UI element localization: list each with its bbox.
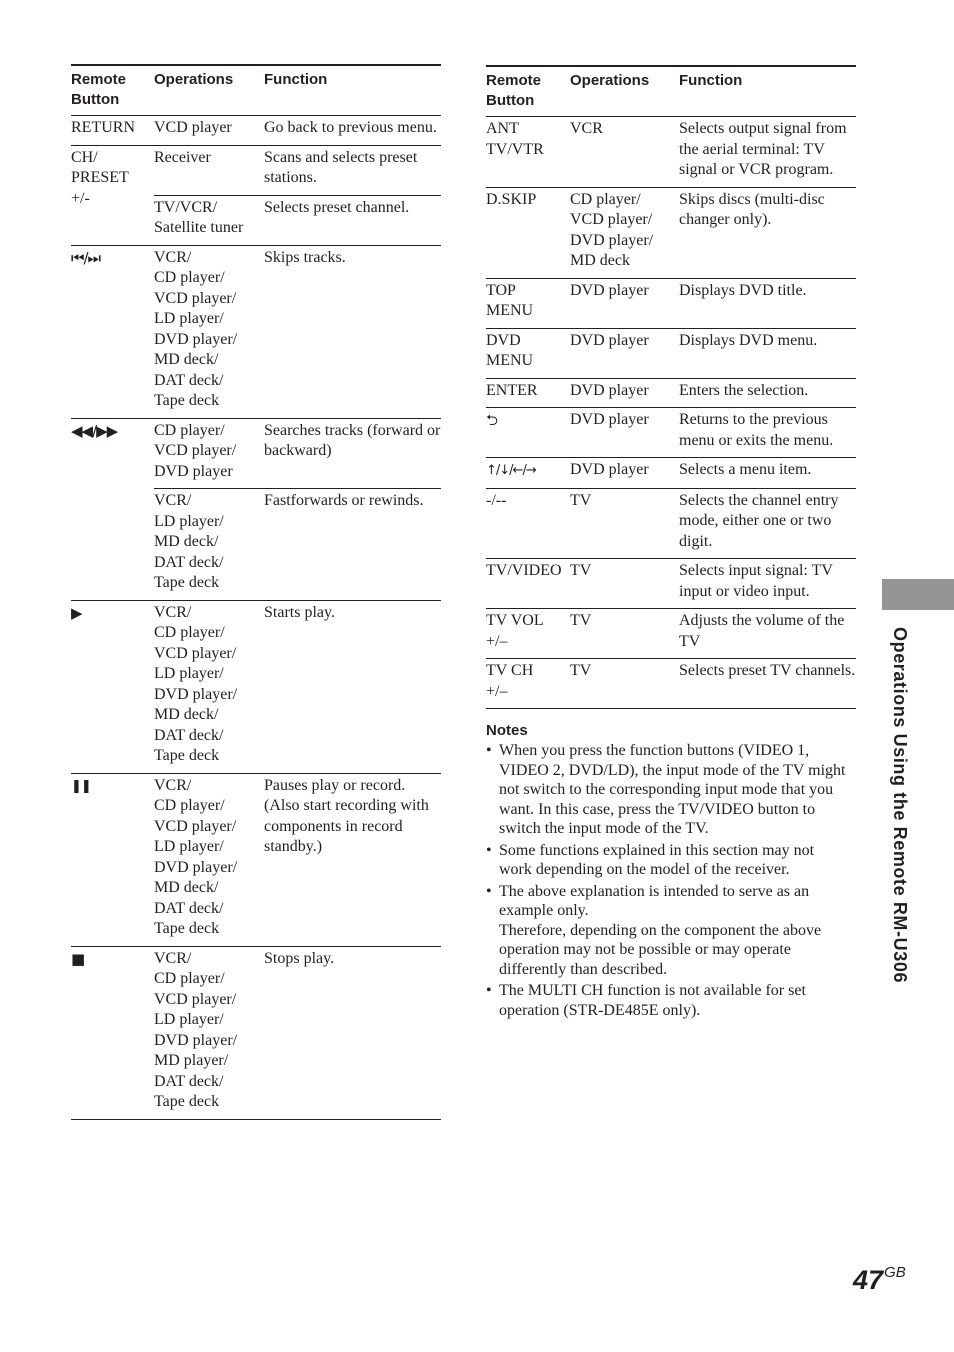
row-button xyxy=(486,458,570,489)
row-operations: TV xyxy=(570,559,679,609)
row-function: Selects preset TV channels. xyxy=(679,659,856,709)
row-function: Pauses play or record. (Also start recording with components in record standby.) xyxy=(264,773,441,946)
note-text-continued: Therefore, depending on the component the above operation may not be possible or may operate differently than described. xyxy=(499,921,822,978)
row-operations: VCR/ CD player/ VCD player/ LD player/ DVD player/ MD player/ DAT deck/ Tape deck xyxy=(154,946,264,1119)
row-function: Selects the channel entry mode, either one or two digit. xyxy=(679,488,856,559)
notes-section xyxy=(486,722,846,1022)
row-button xyxy=(71,245,154,418)
stop-icon: ■ xyxy=(71,949,85,968)
row-operations: VCR xyxy=(570,117,679,188)
table-header-row xyxy=(71,65,441,116)
header-function: Function xyxy=(679,66,856,117)
table-row xyxy=(71,116,441,146)
row-operations: CD player/ VCD player/ DVD player xyxy=(154,418,264,489)
notes-title: Notes xyxy=(486,722,528,739)
note-item xyxy=(486,741,846,839)
row-operations: DVD player xyxy=(570,278,679,328)
row-operations: VCR/ LD player/ MD deck/ DAT deck/ Tape deck xyxy=(154,489,264,601)
pause-icon: ❚❚ xyxy=(71,778,91,794)
row-function: Go back to previous menu. xyxy=(264,116,441,146)
note-item xyxy=(486,882,846,980)
row-button: TV/VIDEO xyxy=(486,559,570,609)
table-header-row xyxy=(486,66,856,117)
row-button: ANT TV/VTR xyxy=(486,117,570,188)
note-text: • The above explanation is intended to serve as an example only. xyxy=(499,882,810,919)
row-button xyxy=(71,946,154,1119)
row-button: D.SKIP xyxy=(486,187,570,278)
row-function: Selects preset channel. xyxy=(264,195,441,245)
row-operations: DVD player xyxy=(570,378,679,408)
row-function: Selects output signal from the aerial terminal: TV signal or VCR program. xyxy=(679,117,856,188)
left-remote-table xyxy=(71,64,441,1120)
table-row xyxy=(71,773,441,946)
row-button: CH/ PRESET +/- xyxy=(71,145,154,245)
right-table-column xyxy=(486,65,856,709)
row-button: RETURN xyxy=(71,116,154,146)
table-row xyxy=(486,187,856,278)
row-function: Stops play. xyxy=(264,946,441,1119)
row-button: TV VOL +/– xyxy=(486,609,570,659)
row-function: Starts play. xyxy=(264,600,441,773)
row-operations: TV xyxy=(570,609,679,659)
row-button xyxy=(71,773,154,946)
right-remote-table xyxy=(486,65,856,709)
skip-prev-next-icon: ⏮/⏭ xyxy=(71,248,101,267)
row-button: ENTER xyxy=(486,378,570,408)
row-function: Displays DVD menu. xyxy=(679,328,856,378)
row-function: Selects a menu item. xyxy=(679,458,856,489)
header-operations: Operations xyxy=(570,66,679,117)
row-operations: DVD player xyxy=(570,328,679,378)
note-text: • The MULTI CH function is not available for set operation (STR-DE485E only). xyxy=(499,982,806,1019)
section-side-label: Operations Using the Remote RM-U306 xyxy=(890,627,910,984)
page-number-suffix: GB xyxy=(884,1264,906,1281)
row-operations: VCR/ CD player/ VCD player/ LD player/ DVD player/ MD deck/ DAT deck/ Tape deck xyxy=(154,773,264,946)
table-row xyxy=(486,408,856,458)
header-remote-button: Remote Button xyxy=(486,66,570,117)
table-row xyxy=(71,418,441,489)
notes-list xyxy=(486,741,846,1020)
rewind-fastforward-icon: ◀◀/▶▶ xyxy=(71,421,118,440)
header-remote-button: Remote Button xyxy=(71,65,154,116)
row-button: DVD MENU xyxy=(486,328,570,378)
row-function: Displays DVD title. xyxy=(679,278,856,328)
table-row xyxy=(486,278,856,328)
row-button: TV CH +/– xyxy=(486,659,570,709)
header-function: Function xyxy=(264,65,441,116)
play-icon: ▶ xyxy=(71,603,82,622)
header-operations: Operations xyxy=(154,65,264,116)
row-function: Adjusts the volume of the TV xyxy=(679,609,856,659)
row-button xyxy=(71,418,154,600)
row-function: Scans and selects preset stations. xyxy=(264,145,441,195)
row-function: Searches tracks (forward or backward) xyxy=(264,418,441,489)
table-row xyxy=(486,559,856,609)
row-operations: Receiver xyxy=(154,145,264,195)
note-item xyxy=(486,981,846,1020)
row-operations: VCR/ CD player/ VCD player/ LD player/ DVD player/ MD deck/ DAT deck/ Tape deck xyxy=(154,600,264,773)
row-function: Returns to the previous menu or exits the menu. xyxy=(679,408,856,458)
table-row xyxy=(71,245,441,418)
row-operations: VCR/ CD player/ VCD player/ LD player/ DVD player/ MD deck/ DAT deck/ Tape deck xyxy=(154,245,264,418)
note-item xyxy=(486,841,846,880)
table-row xyxy=(71,946,441,1119)
table-row xyxy=(486,488,856,559)
row-function: Skips tracks. xyxy=(264,245,441,418)
row-function: Selects input signal: TV input or video input. xyxy=(679,559,856,609)
row-operations: VCD player xyxy=(154,116,264,146)
row-function: Skips discs (multi-disc changer only). xyxy=(679,187,856,278)
row-button xyxy=(71,600,154,773)
row-function: Fastforwards or rewinds. xyxy=(264,489,441,601)
page-number-value: 47 xyxy=(853,1265,884,1295)
section-tab-marker xyxy=(882,579,954,610)
table-row xyxy=(486,378,856,408)
row-operations: TV/VCR/ Satellite tuner xyxy=(154,195,264,245)
note-text: • When you press the function buttons (VIDEO 1, VIDEO 2, DVD/LD), the input mode of the TV might not switch to the corresponding input mode that you want. In this case, press the TV/VIDEO button to switch the input mode of the TV. xyxy=(499,742,846,837)
row-button: -/-- xyxy=(486,488,570,559)
row-operations: TV xyxy=(570,488,679,559)
note-text: • Some functions explained in this section may not work depending on the model of the receiver. xyxy=(499,841,815,878)
row-operations: CD player/ VCD player/ DVD player/ MD deck xyxy=(570,187,679,278)
row-operations: TV xyxy=(570,659,679,709)
left-table-column xyxy=(71,64,441,1120)
table-row xyxy=(486,458,856,489)
row-operations: DVD player xyxy=(570,458,679,489)
row-button xyxy=(486,408,570,458)
table-row xyxy=(486,117,856,188)
row-function: Enters the selection. xyxy=(679,378,856,408)
return-arrow-icon: ⮌ xyxy=(486,411,498,429)
direction-arrows-icon: ↑/↓/←/→ xyxy=(486,463,536,478)
table-row xyxy=(71,600,441,773)
table-row xyxy=(486,659,856,709)
table-row xyxy=(486,609,856,659)
row-operations: DVD player xyxy=(570,408,679,458)
table-row xyxy=(486,328,856,378)
page-number xyxy=(853,1264,906,1296)
table-row xyxy=(71,145,441,195)
row-button: TOP MENU xyxy=(486,278,570,328)
